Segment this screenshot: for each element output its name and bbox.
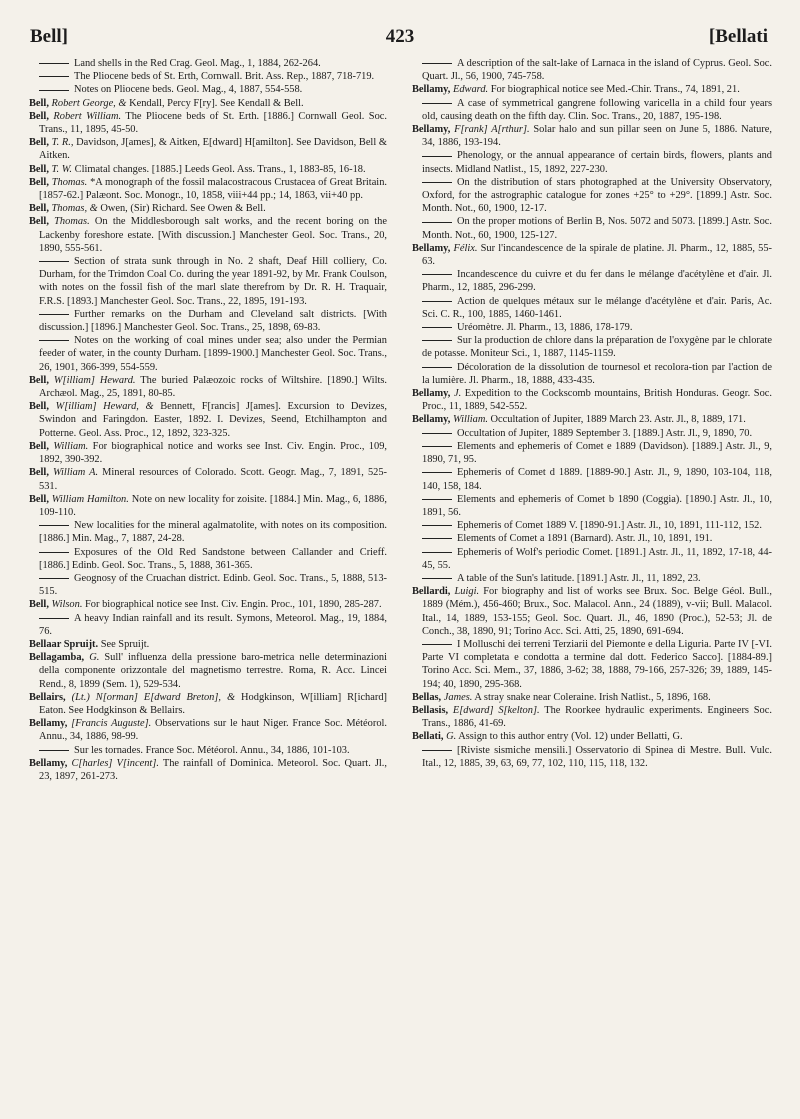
entry-text: Ephemeris of Wolf's periodic Comet. [1891.] Astr. Jl., 11, 1892, 17-18, 44-45, 55. <box>422 546 772 571</box>
bibliography-entry <box>29 572 387 598</box>
author-forenames: J. <box>453 388 462 400</box>
bibliography-entry <box>29 308 387 334</box>
bibliography-entry <box>412 123 772 149</box>
bibliography-entry <box>412 572 772 585</box>
author-surname: Bellas, <box>412 691 442 703</box>
entry-text: Sull' influenza della pressione baro-metrica nelle determinazioni della componente orizzontale del magnetismo terrestre. Roma, R. Acc. Lincei Rend., 8, 1899 (Sem. 1), 529-534. <box>39 652 387 690</box>
right-column <box>412 57 772 770</box>
bibliography-entry <box>29 493 387 519</box>
bibliography-entry <box>412 321 772 334</box>
entry-text: See Spruijt. <box>100 638 150 650</box>
bibliography-entry <box>412 440 772 466</box>
entry-text: Assign to this author entry (Vol. 12) under Bellatti, G. <box>458 731 683 743</box>
entry-text: A case of symmetrical gangrene following varicella in a child four years old, causing death on the fifth day. Clin. Soc. Trans., 20, 1887, 195-198. <box>422 97 772 122</box>
bibliography-entry <box>29 57 387 70</box>
ditto-dash <box>422 578 452 579</box>
author-surname: Bellati, <box>412 731 444 743</box>
ditto-dash <box>422 156 452 157</box>
entry-text: Elements of Comet a 1891 (Barnard). Astr. Jl., 10, 1891, 191. <box>457 533 713 545</box>
author-forenames: C[harles] V[incent]. <box>71 757 159 769</box>
entry-text: Sur les tornades. France Soc. Météorol. Annu., 34, 1886, 101-103. <box>74 744 350 756</box>
author-surname: Bellardi, <box>412 586 451 598</box>
bibliography-entry <box>412 361 772 387</box>
ditto-dash <box>39 618 69 619</box>
ditto-dash <box>39 750 69 751</box>
author-forenames: Robert William. <box>53 110 122 122</box>
ditto-dash <box>39 578 69 579</box>
bibliography-entry <box>412 268 772 294</box>
entry-text: Hodgkinson, W[illiam] R[ichard] Eaton. See Hodgkinson & Bellairs. <box>39 691 387 716</box>
bibliography-entry <box>412 334 772 360</box>
ditto-dash <box>422 103 452 104</box>
entry-text: Notes on the working of coal mines under sea; also under the Permian feeder of water, in the county Durham. [1899-1900.] Manchester Geol. Soc. Trans., 26, 1901, 366-399, 554-559. <box>39 335 387 373</box>
bibliography-entry <box>412 493 772 519</box>
entry-text: On the Middlesborough salt works, and the recent boring on the Lackenby foreshore estate. [With discussion.] Manchester Geol. Soc. Trans., 20, 1890, 555-561. <box>39 216 387 254</box>
entry-text: Uréomètre. Jl. Pharm., 13, 1886, 178-179. <box>457 322 633 334</box>
entry-text: On the proper motions of Berlin B, Nos. 5072 and 5073. [1899.] Astr. Soc. Month. Not., 60, 1900, 125-127. <box>422 216 772 241</box>
bibliography-entry <box>29 440 387 466</box>
left-column <box>29 57 387 783</box>
entry-text: Davidson, J[ames], & Aitken, E[dward] H[amilton]. See Davidson, Bell & Aitken. <box>39 137 387 162</box>
entry-text: On the distribution of stars photographed at the University Observatory, Oxford, for the astrographic catalogue for zones +25° to +29°. [1899.] Astr. Soc. Month. Not., 60, 1900, 12-17. <box>422 176 772 215</box>
ditto-dash <box>422 327 452 328</box>
ditto-dash <box>422 433 452 434</box>
author-forenames: Robert George, & <box>51 97 127 109</box>
author-surname: Bell, <box>29 401 49 413</box>
bibliography-entry <box>29 598 387 611</box>
bibliography-entry <box>29 176 387 202</box>
author-forenames: Félix. <box>453 242 478 254</box>
bibliography-entry <box>412 387 772 413</box>
ditto-dash <box>39 552 69 553</box>
bibliography-entry <box>29 97 387 110</box>
author-forenames: G. <box>89 652 100 664</box>
entry-text: Occultation of Jupiter, 1889 September 3. [1889.] Astr. Jl., 9, 1890, 70. <box>457 427 753 439</box>
entry-text: For biographical notice see Inst. Civ. Engin. Proc., 101, 1890, 285-287. <box>85 599 382 611</box>
entry-text: Notes on Pliocene beds. Geol. Mag., 4, 1887, 554-558. <box>74 84 303 96</box>
bibliography-entry <box>29 374 387 400</box>
author-forenames: Thomas, & <box>51 203 98 215</box>
author-surname: Bellamy, <box>412 414 451 426</box>
entry-text: Solar halo and sun pillar seen on June 5, 1886. Nature, 34, 1886, 193-194. <box>422 124 773 149</box>
bibliography-entry <box>412 730 772 743</box>
author-forenames: T. W. <box>51 163 73 175</box>
author-surname: Bell, <box>29 176 49 188</box>
entry-text: New localities for the mineral agalmatolite, with notes on its composition. [1886.] Min. Mag., 7, 1887, 24-28. <box>39 520 387 545</box>
entry-text: Owen, (Sir) Richard. See Owen & Bell. <box>100 203 266 215</box>
author-surname: Bell, <box>29 203 49 215</box>
author-surname: Bellamy, <box>412 124 451 136</box>
ditto-dash <box>39 63 69 64</box>
entry-text: Land shells in the Red Crag. Geol. Mag., 1, 1884, 262-264. <box>74 58 321 69</box>
bibliography-entry <box>29 651 387 691</box>
author-surname: Bellagamba, <box>29 652 85 664</box>
page-number: 423 <box>385 26 415 47</box>
ditto-dash <box>422 367 452 368</box>
author-forenames: [Francis Auguste]. <box>71 718 152 730</box>
entry-text: Exposures of the Old Red Sandstone between Callander and Crieff. [1886.] Edinb. Geol. Soc. Trans., 5, 1888, 361-365. <box>39 546 387 571</box>
entry-text: Phenology, or the annual appearance of certain birds, flowers, plants and insects. Midland Natlist., 15, 1892, 227-230. <box>422 150 772 175</box>
ditto-dash <box>39 76 69 77</box>
author-forenames: Luigi. <box>454 586 480 598</box>
bibliography-entry <box>412 413 772 426</box>
ditto-dash <box>39 314 69 315</box>
author-surname: Bell, <box>29 493 49 505</box>
author-surname: Bell, <box>29 216 49 228</box>
bibliography-entry <box>412 97 772 123</box>
entry-text: Ephemeris of Comet 1889 V. [1890-91.] Astr. Jl., 10, 1891, 111-112, 152. <box>457 520 762 532</box>
bibliography-entry <box>29 83 387 96</box>
entry-text: Observations sur le haut Niger. France Soc. Météorol. Annu., 34, 1886, 98-99. <box>39 718 387 743</box>
entry-text: Sur la production de chlore dans la préparation de l'oxygène par le chlorate de potasse. Moniteur Sci., 1, 1887, 1145-1159. <box>422 335 772 360</box>
entry-text: A stray snake near Coleraine. Irish Natlist., 5, 1896, 168. <box>474 691 711 703</box>
entry-text: Geognosy of the Cruachan district. Edinb. Geol. Soc. Trans., 5, 1888, 513-515. <box>39 572 387 598</box>
entry-text: Further remarks on the Durham and Cleveland salt districts. [With discussion.] [1896.] Manchester Geol. Soc. Trans., 25, 1898, 69-83. <box>39 308 387 334</box>
bibliography-entry <box>29 334 387 374</box>
author-forenames: W[illiam] Heward. <box>53 374 136 386</box>
entry-text: Décoloration de la dissolution de tournesol et recolora-tion par l'action de la lumière. Jl. Pharm., 18, 1888, 433-435. <box>422 361 772 386</box>
bibliography-entry <box>29 400 387 440</box>
entry-text: Action de quelques métaux sur le mélange d'acétylène et d'air. Paris, Ac. Sci. C. R., 100, 1885, 1460-1461. <box>422 295 772 320</box>
ditto-dash <box>422 644 452 645</box>
entry-text: For biographical notice and works see Inst. Civ. Engin. Proc., 109, 1892, 390-392. <box>39 440 387 466</box>
ditto-dash <box>422 472 452 473</box>
entry-text: Occultation of Jupiter, 1889 March 23. Astr. Jl., 8, 1889, 171. <box>490 414 746 426</box>
entry-text: Sur l'incandescence de la spirale de platine. Jl. Pharm., 12, 1885, 55-63. <box>422 242 772 268</box>
entry-text: For biographical notice see Med.-Chir. Trans., 74, 1891, 21. <box>490 84 740 96</box>
header-left: Bell] <box>30 26 68 47</box>
bibliography-entry <box>412 295 772 321</box>
bibliography-entry <box>29 638 387 651</box>
entry-text: Note on new locality for zoisite. [1884.] Min. Mag., 6, 1886, 109-110. <box>39 493 387 518</box>
entry-text: Kendall, Percy F[ry]. See Kendall & Bell. <box>129 97 304 109</box>
author-forenames: E[dward] S[kelton]. <box>452 704 540 716</box>
bibliography-entry <box>412 242 772 268</box>
bibliography-entry <box>29 255 387 308</box>
bibliography-entry <box>412 546 772 572</box>
entry-text: For biography and list of works see Brux. Soc. Belge Géol. Bull., 1889 (Mém.), 456-460; Brux., Soc. Malacol. Ann., 24 (1889), v-vii; Bull. Malacol. Ital., 14, 1889, 153-155; Geol. Soc. Quart. Jl., 46, 1890 (Proc.), 52-53; Jl. de Conch., 38, 1890, 91; Torino Acc. Sci. Atti, 25, 1890, 691-694. <box>422 586 772 637</box>
ditto-dash <box>422 222 452 223</box>
bibliography-entry <box>412 691 772 704</box>
author-forenames: T. R., <box>51 137 74 149</box>
entry-text: *A monograph of the fossil malacostracous Crustacea of Great Britain. [1857-62.] Palæont. Soc. Monogr., 10, 1858, viii+44 pp.; 14, 1863, vii+40 pp. <box>39 176 387 202</box>
bibliography-entry <box>412 57 772 83</box>
entry-text: The Pliocene beds of St. Erth, Cornwall. Brit. Ass. Rep., 1887, 718-719. <box>74 71 375 83</box>
ditto-dash <box>39 340 69 341</box>
author-surname: Bell, <box>29 163 49 175</box>
bibliography-entry <box>29 466 387 492</box>
ditto-dash <box>422 750 452 751</box>
bibliography-entry <box>412 585 772 638</box>
bibliography-entry <box>412 744 772 770</box>
ditto-dash <box>422 525 452 526</box>
author-surname: Bellamy, <box>412 84 451 96</box>
ditto-dash <box>422 182 452 183</box>
entry-text: A table of the Sun's latitude. [1891.] Astr. Jl., 11, 1892, 23. <box>457 572 701 584</box>
entry-text: Section of strata sunk through in No. 2 shaft, Deaf Hill colliery, Co. Durham, for the Trimdon Coal Co. during the year 1891-92, by Mr. Frank Coulson, with notes on the fossil fish of the marl slate therefrom by Dr. R. H. Traquair, F.R.S. [1893.] Manchester Geol. Soc. Trans., 22, 1895, 191-193. <box>39 256 387 307</box>
ditto-dash <box>422 499 452 500</box>
author-surname: Bell, <box>29 440 49 452</box>
entry-text: The Roorkee hydraulic experiments. Engineers Soc. Trans., 1886, 41-69. <box>422 704 772 730</box>
entry-text: Ephemeris of Comet d 1889. [1889-90.] Astr. Jl., 9, 1890, 103-104, 118, 140, 158, 184. <box>422 467 772 492</box>
author-forenames: William A. <box>52 467 99 479</box>
author-forenames: William Hamilton. <box>51 493 129 505</box>
author-forenames: William. <box>53 440 89 452</box>
author-surname: Bellamy, <box>412 242 451 254</box>
bibliography-entry <box>29 163 387 176</box>
entry-text: Expedition to the Cockscomb mountains, British Honduras. Geogr. Soc. Proc., 11, 1889, 542-552. <box>422 388 772 413</box>
author-forenames: Thomas. <box>51 176 88 188</box>
author-surname: Bellairs, <box>29 691 66 703</box>
author-surname: Bell, <box>29 110 49 122</box>
entry-text: A description of the salt-lake of Larnaca in the island of Cyprus. Geol. Soc. Quart. Jl., 56, 1900, 745-758. <box>422 58 772 83</box>
author-surname: Bellamy, <box>29 718 68 730</box>
ditto-dash <box>422 538 452 539</box>
entry-text: Incandescence du cuivre et du fer dans le mélange d'acétylène et d'air. Jl. Pharm., 12, 1885, 296-299. <box>422 269 772 294</box>
author-surname: Bell, <box>29 137 49 149</box>
bibliography-entry <box>29 691 387 717</box>
bibliography-entry <box>29 136 387 162</box>
bibliography-entry <box>29 546 387 572</box>
ditto-dash <box>422 301 452 302</box>
bibliography-entry <box>29 757 387 783</box>
author-surname: Bellaar Spruijt. <box>29 638 99 650</box>
author-surname: Bell, <box>29 467 49 479</box>
author-forenames: Edward. <box>453 84 489 96</box>
bibliography-entry <box>412 215 772 241</box>
bibliography-entry <box>29 717 387 743</box>
author-surname: Bell, <box>29 374 49 386</box>
entry-text: Mineral resources of Colorado. Scott. Geogr. Mag., 7, 1891, 525-531. <box>39 467 387 492</box>
entry-text: A heavy Indian rainfall and its result. Symons, Meteorol. Mag., 19, 1884, 76. <box>39 612 387 637</box>
bibliography-entry <box>29 744 387 757</box>
ditto-dash <box>422 63 452 64</box>
author-surname: Bellamy, <box>29 757 68 769</box>
author-surname: Bell, <box>29 599 49 611</box>
bibliography-entry <box>29 519 387 545</box>
author-surname: Bellasis, <box>412 704 449 716</box>
bibliography-entry <box>29 612 387 638</box>
ditto-dash <box>422 552 452 553</box>
entry-text: Bennett, F[rancis] J[ames]. Excursion to Devizes, Swindon and Faringdon. Easter, 1892. I. Devizes, Seend, Etchilhampton and Potterne. Geol. Ass. Proc., 12, 1892, 323-325. <box>39 401 387 439</box>
ditto-dash <box>422 446 452 447</box>
bibliography-entry <box>412 83 772 96</box>
ditto-dash <box>39 261 69 262</box>
author-forenames: William. <box>453 414 488 426</box>
entry-text: Climatal changes. [1885.] Leeds Geol. Ass. Trans., 1, 1883-85, 16-18. <box>74 163 366 175</box>
author-surname: Bell, <box>29 97 49 109</box>
bibliography-entry <box>412 532 772 545</box>
author-forenames: James. <box>443 691 473 703</box>
entry-text: Elements and ephemeris of Comet e 1889 (Davidson). [1889.] Astr. Jl., 9, 1890, 71, 95. <box>422 440 772 466</box>
bibliography-entry <box>412 638 772 691</box>
author-forenames: (Lt.) N[orman] E[dward Breton], & <box>71 691 236 703</box>
entry-text: [Riviste sismiche mensili.] Osservatorio di Spinea di Mestre. Bull. Vulc. Ital., 12, 1885, 39, 63, 69, 77, 102, 110, 115, 118, 132. <box>422 744 772 769</box>
bibliography-entry <box>412 704 772 730</box>
running-header <box>0 26 800 52</box>
bibliography-entry <box>29 70 387 83</box>
author-surname: Bellamy, <box>412 388 451 400</box>
bibliography-entry <box>29 202 387 215</box>
bibliography-entry <box>412 427 772 440</box>
author-forenames: Wilson. <box>51 599 83 611</box>
ditto-dash <box>422 274 452 275</box>
author-forenames: F[rank] A[rthur]. <box>454 124 530 136</box>
ditto-dash <box>422 340 452 341</box>
bibliography-entry <box>29 215 387 255</box>
entry-text: Elements and ephemeris of Comet b 1890 (Coggia). [1890.] Astr. Jl., 10, 1891, 56. <box>422 493 772 518</box>
author-forenames: Thomas. <box>54 216 90 228</box>
bibliography-entry <box>412 176 772 216</box>
entry-text: The Pliocene beds of St. Erth. [1886.] Cornwall Geol. Soc. Trans., 11, 1895, 45-50. <box>39 110 387 136</box>
entry-text: I Molluschi dei terreni Terziarii del Piemonte e della Liguria. Parte IV [-VI. Parte VI completata e condotta a termine dal dott. Federico Sacco]. [1884-89.] Torino Acc. Sci. Mem., 37, 1886, 3-62; 38, 1888, 79-166, 257-326; 39, 1889, 145-194; 40, 1890, 295-368. <box>422 638 772 690</box>
entry-text: The rainfall of Dominica. Meteorol. Soc. Quart. Jl., 23, 1897, 261-273. <box>39 757 387 782</box>
header-right: [Bellati <box>708 26 768 47</box>
ditto-dash <box>39 90 69 91</box>
author-forenames: G. <box>446 731 457 743</box>
bibliography-entry <box>412 466 772 492</box>
bibliography-entry <box>412 519 772 532</box>
entry-text: The buried Palæozoic rocks of Wiltshire. [1890.] Wilts. Archæol. Mag., 25, 1891, 80-85. <box>39 374 387 400</box>
author-forenames: W[illiam] Heward, & <box>55 401 154 413</box>
bibliography-entry <box>29 110 387 136</box>
ditto-dash <box>39 525 69 526</box>
bibliography-entry <box>412 149 772 175</box>
